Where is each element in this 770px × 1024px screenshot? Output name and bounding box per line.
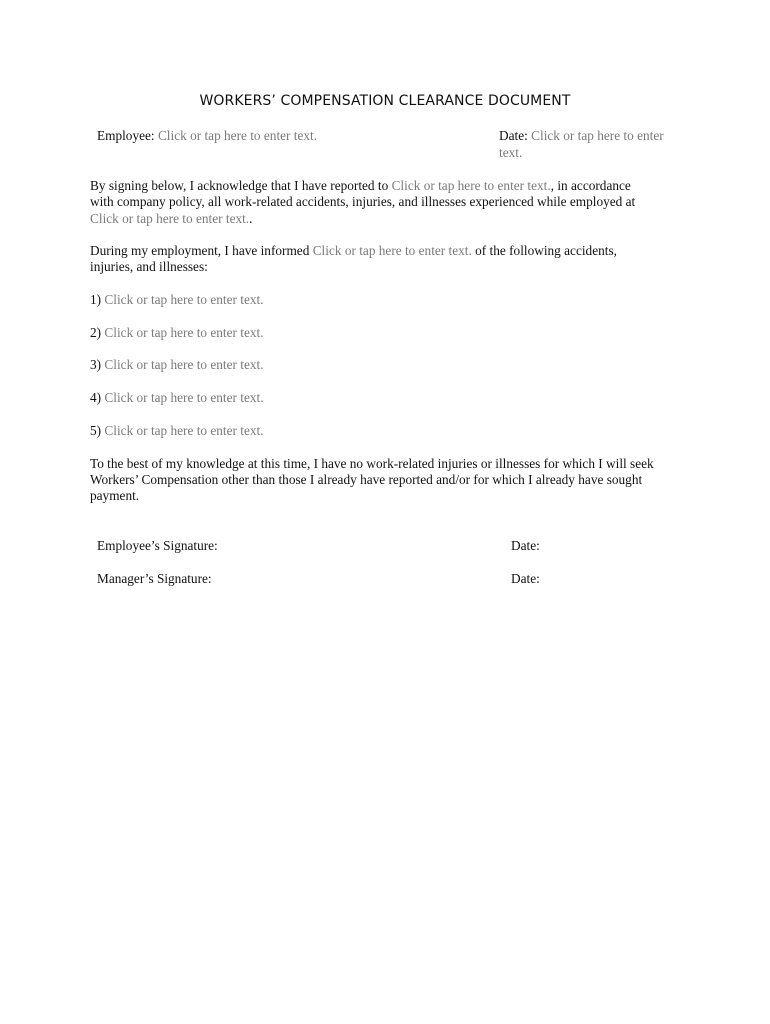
list-item-field[interactable]: Click or tap here to enter text.	[104, 292, 264, 307]
list-item	[90, 423, 264, 440]
list-item-field[interactable]: Click or tap here to enter text.	[104, 325, 264, 340]
header-date-field-continued[interactable]: text.	[499, 145, 523, 160]
list-item-field[interactable]: Click or tap here to enter text.	[104, 390, 264, 405]
paragraph3-line1: To the best of my knowledge at this time, I have no work-related injuries or illnesses for which I will seek	[90, 456, 654, 471]
list-item	[90, 390, 264, 407]
list-item-field[interactable]: Click or tap here to enter text.	[104, 423, 264, 438]
paragraph1-line1	[90, 178, 631, 195]
list-item	[90, 357, 264, 374]
list-item-number: 1)	[90, 292, 102, 307]
paragraph1-line2: with company policy, all work-related accidents, injuries, and illnesses experienced while employed at	[90, 194, 636, 209]
list-item-number: 5)	[90, 423, 102, 438]
paragraph2-text-post: of the following accidents,	[475, 243, 617, 258]
employee-name-field[interactable]: Click or tap here to enter text.	[157, 128, 318, 143]
list-item-number: 4)	[90, 390, 102, 405]
reported-to-field[interactable]: Click or tap here to enter text.	[391, 178, 551, 193]
paragraph1-end-period: .	[249, 211, 253, 226]
paragraph1-line3	[90, 211, 252, 228]
paragraph2-line1	[90, 243, 617, 260]
list-item	[90, 325, 264, 342]
informed-party-field[interactable]: Click or tap here to enter text.	[312, 243, 472, 258]
manager-signature-label: Manager’s Signature:	[97, 571, 212, 586]
paragraph1-text: By signing below, I acknowledge that I have reported to	[90, 178, 389, 193]
employee-row	[97, 128, 317, 145]
header-date-field[interactable]: Click or tap here to enter	[531, 128, 664, 143]
paragraph2-line2: injuries, and illnesses:	[90, 259, 208, 274]
list-item-number: 3)	[90, 357, 102, 372]
employee-signature-date-label: Date:	[511, 538, 540, 553]
employee-label: Employee:	[97, 128, 155, 143]
document-title: WORKERS’ COMPENSATION CLEARANCE DOCUMENT	[199, 93, 571, 109]
paragraph3-line2: Workers’ Compensation other than those I already have reported and/or for which I already have sought	[90, 472, 643, 487]
header-date-row	[499, 128, 664, 145]
employee-signature-label: Employee’s Signature:	[97, 538, 218, 553]
employer-field[interactable]: Click or tap here to enter text.	[90, 211, 250, 226]
list-item	[90, 292, 264, 309]
list-item-number: 2)	[90, 325, 102, 340]
manager-signature-date-label: Date:	[511, 571, 540, 586]
list-item-field[interactable]: Click or tap here to enter text.	[104, 357, 264, 372]
paragraph1-text-post: , in accordance	[550, 178, 631, 193]
header-date-label: Date:	[499, 128, 528, 143]
paragraph2-text: During my employment, I have informed	[90, 243, 310, 258]
paragraph3-line3: payment.	[90, 488, 140, 503]
